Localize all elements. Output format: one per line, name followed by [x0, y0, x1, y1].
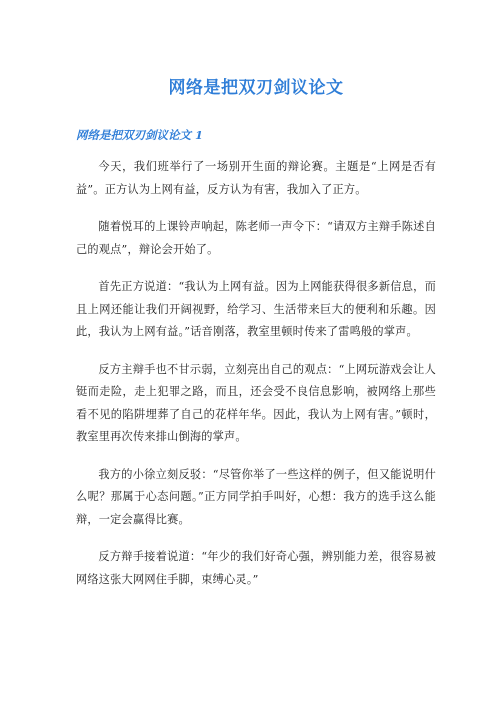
document-title: 网络是把双刃剑议论文 [168, 78, 344, 98]
paragraph-1: 今天，我们班举行了一场别开生面的辩论赛。主题是“上网是否有益”。正方认为上网有益，反方认为有害，我加入了正方。 [76, 160, 436, 196]
section-heading: 网络是把双刃剑议论文 1 [76, 128, 204, 142]
paragraph-6: 反方辩手接着说道：“年少的我们好奇心强，辨别能力差，很容易被网络这张大网网住手脚，束缚心灵。” [76, 550, 436, 586]
paragraph-5: 我方的小徐立刻反驳：“尽管你举了一些这样的例子，但又能说明什么呢？那属于心态问题。”正方同学拍手叫好，心想：我方的选手这么能辩，一定会赢得比赛。 [76, 467, 436, 526]
paragraph-3: 首先正方说道：“我认为上网有益。因为上网能获得很多新信息，而且上网还能让我们开阔视野，给学习、生活带来巨大的便利和乐趣。因此，我认为上网有益。”话音刚落，教室里顿时传来了雷鸣般的掌声。 [76, 280, 436, 338]
paragraph-2: 随着悦耳的上课铃声响起，陈老师一声令下：“请双方主辩手陈述自己的观点”，辩论会开始了。 [76, 220, 436, 256]
paragraph-4: 反方主辩手也不甘示弱，立刻亮出自己的观点：“上网玩游戏会让人铤而走险，走上犯罪之路，而且，还会受不良信息影响，被网络上那些看不见的陷阱埋葬了自己的花样年华。因此，我认为上网有害。”顿时，教室里再次传来排山倒海的掌声。 [76, 362, 436, 443]
